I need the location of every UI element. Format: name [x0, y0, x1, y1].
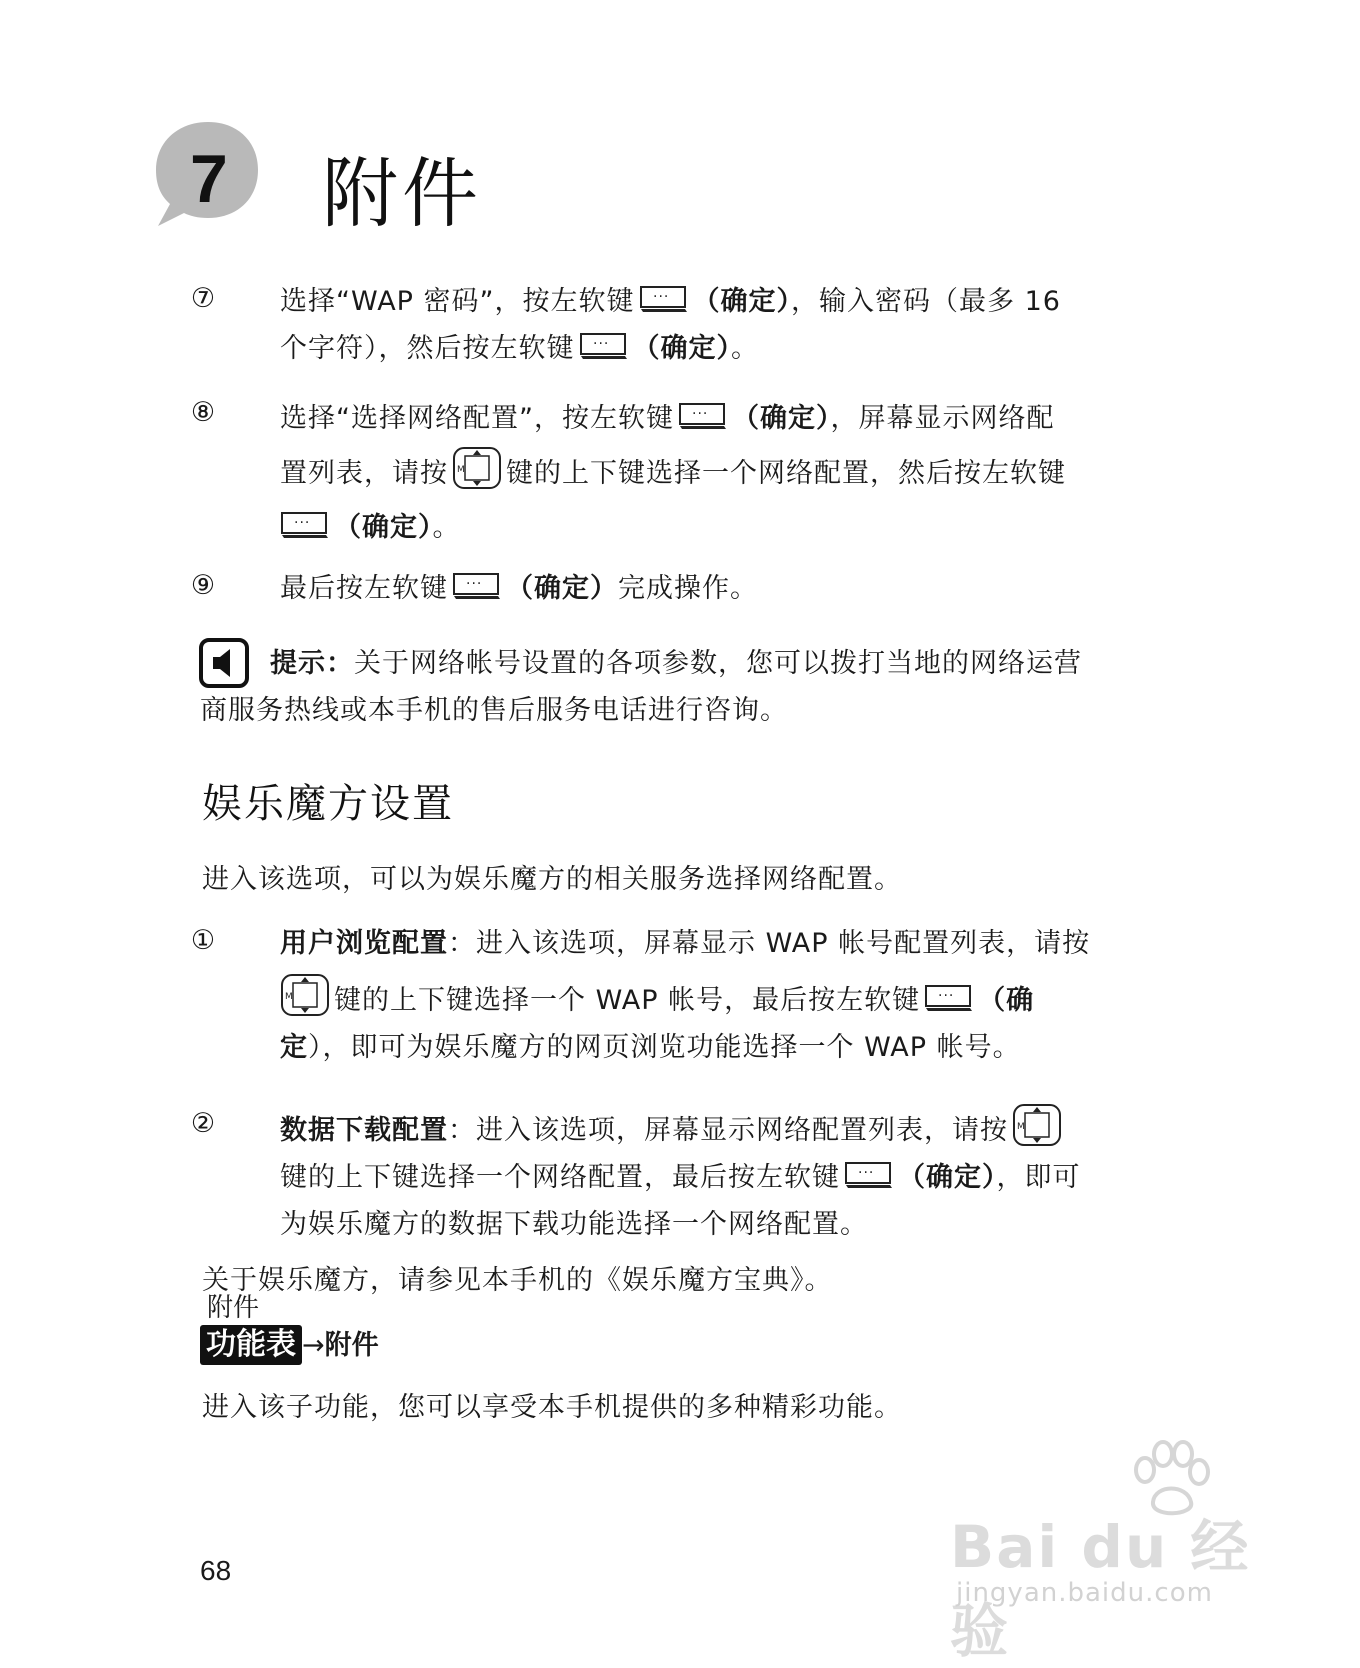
left-softkey-icon	[452, 571, 502, 601]
step-7-text: 选择“WAP 密码”，按左软键 ··· （确定），输入密码（最多 16 个字符），然后按左软键 ··· （确定）。	[280, 286, 1061, 364]
sub-heading: 附件	[207, 1293, 260, 1323]
svg-text:···: ···	[466, 576, 483, 592]
tip-label: 提示：	[270, 648, 354, 679]
item-2-text: 数据下载配置：进入该选项，屏幕显示网络配置列表，请按 M 键的上下键选择一个网络配置，最后按左软键 ··· （确定），即可 为娱乐魔方的数据下载功能选择一个网络配置。	[280, 1103, 1160, 1248]
step-marker: ⑨	[190, 570, 216, 601]
svg-text:···: ···	[652, 289, 669, 305]
navigation-key-icon	[280, 973, 330, 1017]
step-9-text: 最后按左软键 ··· （确定）完成操作。	[280, 573, 758, 604]
item-label: 数据下载配置	[280, 1115, 448, 1146]
left-softkey-icon	[844, 1160, 894, 1190]
navigation-key-icon	[452, 446, 502, 490]
watermark	[950, 1440, 1280, 1665]
section-title: 娱乐魔方设置	[202, 781, 454, 827]
menu-label: 功能表	[200, 1325, 302, 1365]
item-1-text: 用户浏览配置：进入该选项，屏幕显示 WAP 帐号配置列表，请按 M 键的上下键选择一个 WAP 帐号，最后按左软键 ··· （确 定），即可为娱乐魔方的网页浏览功能选择一个 WAP 帐号。	[280, 928, 1091, 1063]
svg-text:···: ···	[858, 1165, 875, 1181]
left-softkey-icon	[678, 401, 728, 431]
sub-description: 进入该子功能，您可以享受本手机提供的多种精彩功能。	[202, 1392, 902, 1423]
left-softkey-icon	[924, 983, 974, 1013]
svg-text:M: M	[285, 992, 294, 1002]
svg-text:···: ···	[294, 515, 311, 531]
arrow-icon: →	[302, 1330, 325, 1361]
item-marker: ①	[190, 925, 216, 956]
step-marker: ⑧	[190, 397, 216, 428]
tip-text: 提示：关于网络帐号设置的各项参数，您可以拨打当地的网络运营 商服务热线或本手机的售后服务电话进行咨询。	[200, 648, 1082, 726]
watermark-url: jingyan.baidu.com	[956, 1578, 1213, 1608]
chapter-title: 附件	[322, 149, 482, 238]
svg-text:···: ···	[592, 336, 609, 352]
menu-target: 附件	[324, 1330, 379, 1361]
svg-text:M: M	[457, 465, 466, 475]
menu-path	[200, 1325, 379, 1366]
svg-text:M: M	[1017, 1122, 1026, 1132]
step-8-text: 选择“选择网络配置”，按左软键 ··· （确定），屏幕显示网络配 置列表，请按 M 键的上下键选择一个网络配置，然后按左软键 ··· （确定）。	[280, 403, 1066, 543]
watermark-brand: Bai du 经验	[950, 1513, 1251, 1665]
item-marker: ②	[190, 1108, 216, 1139]
left-softkey-icon	[639, 284, 689, 314]
section-note: 关于娱乐魔方，请参见本手机的《娱乐魔方宝典》。	[202, 1265, 833, 1296]
chapter-number: 7	[190, 141, 228, 217]
left-softkey-icon	[280, 510, 330, 540]
svg-text:···: ···	[938, 988, 955, 1004]
item-label: 用户浏览配置	[280, 928, 448, 959]
section-intro: 进入该选项，可以为娱乐魔方的相关服务选择网络配置。	[202, 864, 902, 895]
step-marker: ⑦	[190, 283, 216, 314]
page-number: 68	[200, 1555, 232, 1586]
navigation-key-icon	[1012, 1103, 1062, 1147]
svg-text:···: ···	[691, 406, 709, 422]
left-softkey-icon	[579, 331, 629, 361]
